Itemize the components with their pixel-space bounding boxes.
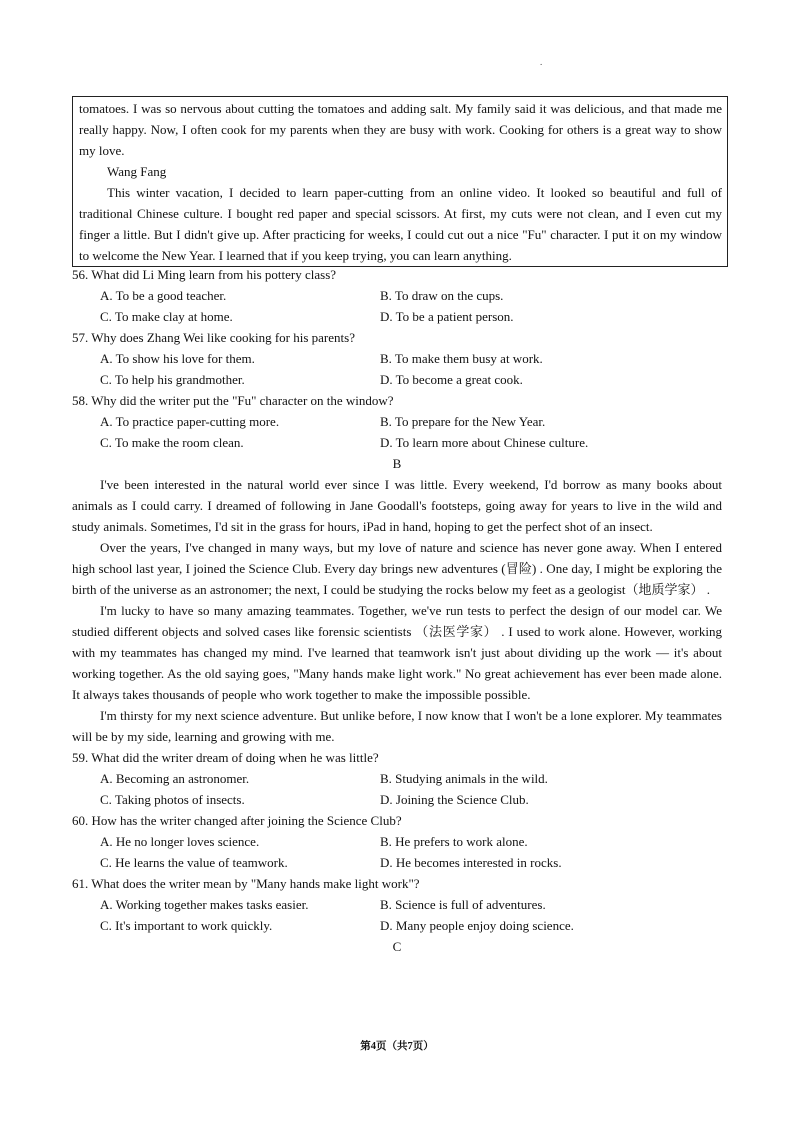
- question-61: [72, 873, 722, 936]
- question-56: [72, 264, 722, 327]
- question-57: [72, 327, 722, 390]
- options: [72, 894, 722, 936]
- question-58: [72, 390, 722, 453]
- options: [72, 348, 722, 390]
- passage-a-box: [72, 96, 728, 267]
- questions-and-passages: [72, 264, 722, 957]
- option-d: D. Many people enjoy doing science.: [380, 918, 574, 933]
- passage-b-paragraph-4: I'm thirsty for my next science adventure. But unlike before, I now know that I won't be a lone explorer. My teammates will be by my side, learning and growing with me.: [72, 708, 722, 744]
- option-b: B. To make them busy at work.: [380, 351, 543, 366]
- page-footer: 第4页（共7页）: [360, 1041, 434, 1052]
- option-b: B. Studying animals in the wild.: [380, 771, 548, 786]
- option-a: A. He no longer loves science.: [100, 834, 260, 849]
- options: [72, 285, 722, 327]
- wang-fang-name: Wang Fang: [107, 164, 167, 179]
- options: [72, 411, 722, 453]
- option-b: B. Science is full of adventures.: [380, 897, 546, 912]
- option-d: D. To become a great cook.: [380, 372, 523, 387]
- section-c-heading: C: [392, 939, 402, 954]
- option-c: C. To make the room clean.: [100, 435, 244, 450]
- option-d: D. To learn more about Chinese culture.: [380, 435, 589, 450]
- option-c: C. To help his grandmother.: [100, 372, 245, 387]
- options: [72, 831, 722, 873]
- question-stem: 57. Why does Zhang Wei like cooking for his parents?: [72, 330, 355, 345]
- option-c: C. It's important to work quickly.: [100, 918, 273, 933]
- option-b: B. He prefers to work alone.: [380, 834, 528, 849]
- wang-fang-text: This winter vacation, I decided to learn paper-cutting from an online video. It looked so beautiful and full of traditional Chinese culture. I bought red paper and special scissors. At first, my cuts were not clean, and I even cut my finger a little. But I didn't give up. After practicing for weeks, I could cut out a nice "Fu" character. I put it on my window to welcome the New Year. I learned that if you keep trying, you can learn anything.: [79, 185, 722, 263]
- question-stem: 59. What did the writer dream of doing when he was little?: [72, 750, 379, 765]
- question-59: [72, 747, 722, 810]
- passage-b-paragraph-1: I've been interested in the natural world ever since I was little. Every weekend, I'd borrow as many books about animals as I could carry. I dreamed of following in Jane Goodall's footsteps, going away for years to live in the wild and study animals. Sometimes, I'd sit in the grass for hours, iPad in hand, hoping to get the perfect shot of an insect.: [72, 477, 722, 534]
- option-d: D. Joining the Science Club.: [380, 792, 529, 807]
- section-b-heading: B: [392, 456, 402, 471]
- header-mark: .: [540, 57, 543, 67]
- options: [72, 768, 722, 810]
- option-c: C. He learns the value of teamwork.: [100, 855, 288, 870]
- question-stem: 58. Why did the writer put the "Fu" character on the window?: [72, 393, 394, 408]
- question-stem: 56. What did Li Ming learn from his pottery class?: [72, 267, 337, 282]
- option-d: D. To be a patient person.: [380, 309, 514, 324]
- question-60: [72, 810, 722, 873]
- option-a: A. To be a good teacher.: [100, 288, 227, 303]
- option-a: A. To show his love for them.: [100, 351, 255, 366]
- option-c: C. Taking photos of insects.: [100, 792, 245, 807]
- zhang-wei-text: tomatoes. I was so nervous about cutting the tomatoes and adding salt. My family said it was delicious, and that made me really happy. Now, I often cook for my parents when they are busy with work. Cooking for others is a great way to show my love.: [79, 101, 722, 158]
- option-c: C. To make clay at home.: [100, 309, 233, 324]
- passage-b-paragraph-2: Over the years, I've changed in many ways, but my love of nature and science has never gone away. When I entered high school last year, I joined the Science Club. Every day brings new adventures (冒险) . One day, I might be exploring the birth of the universe as an astronomer; the next, I could be studying the rocks below my feet as a geologist（地质学家） .: [72, 540, 722, 597]
- option-a: A. Becoming an astronomer.: [100, 771, 250, 786]
- passage-b-paragraph-3: I'm lucky to have so many amazing teammates. Together, we've run tests to perfect the design of our model car. We studied different objects and solved cases like forensic scientists （法医学家） . I used to work alone. However, working with my teammates has changed my mind. I've learned that teamwork isn't just about dividing up the work — it's about working together. As the old saying goes, "Many hands make light work." No great achievement has ever been made alone. It always takes thousands of people who work together to make the impossible possible.: [72, 603, 722, 702]
- question-stem: 61. What does the writer mean by "Many hands make light work"?: [72, 876, 420, 891]
- option-a: A. To practice paper-cutting more.: [100, 414, 280, 429]
- question-stem: 60. How has the writer changed after joining the Science Club?: [72, 813, 402, 828]
- option-d: D. He becomes interested in rocks.: [380, 855, 562, 870]
- option-b: B. To prepare for the New Year.: [380, 414, 546, 429]
- option-a: A. Working together makes tasks easier.: [100, 897, 309, 912]
- option-b: B. To draw on the cups.: [380, 288, 504, 303]
